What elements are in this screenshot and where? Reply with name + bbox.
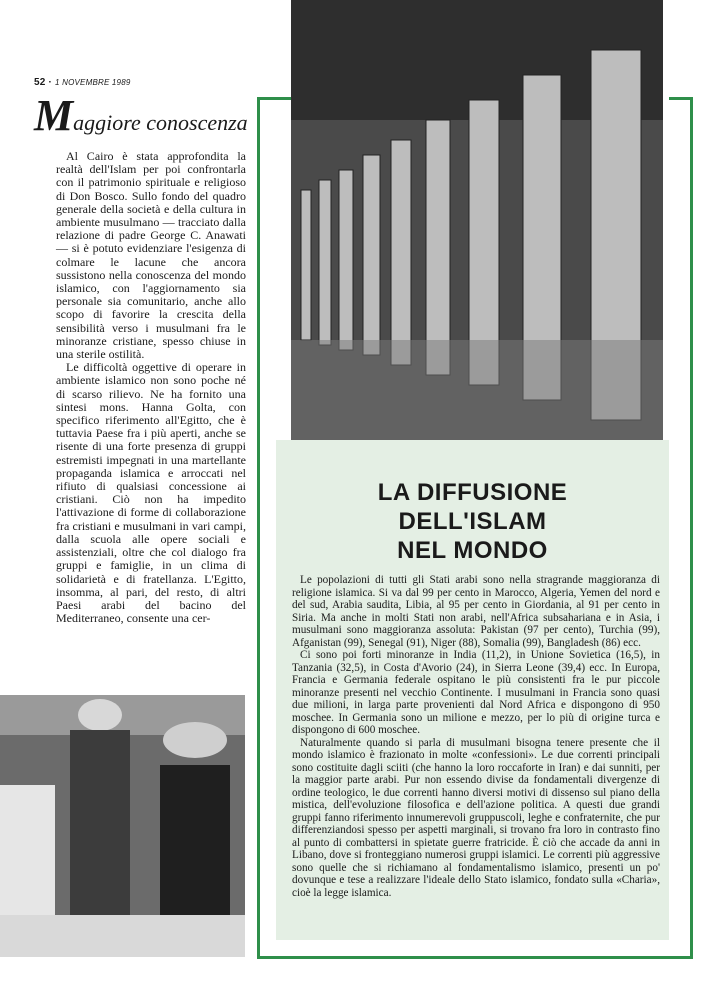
sidebar-title-line-2: DELL'ISLAM xyxy=(398,508,547,535)
photo-market-crowd xyxy=(0,695,245,957)
page-folio xyxy=(34,77,131,88)
sidebar-paragraph-3: Naturalmente quando si parla di musulmani bisogna tenere presente che il mondo islamico è frazionato in molte «confessioni». Le due correnti principali sono costituite dagli sciiti (che hanno la loro roccaforte in Iran) e dai sunniti, per la maggior parte arabi. Pur non essendo divise da fondamentali divergenze di ordine teologico, le due correnti hanno diversi motivi di dissenso sul piano della mistica, dell'evoluzione filosofica e dell'azione politica. A questi due grandi gruppi fanno riferimento innumerevoli gruppuscoli, leghe e confraternite, che pur differenziandosi spesso per aspetti marginali, si trovano fra loro in contrasto fino al punto di combattersi in spietate guerre fratricide. È ciò che accade da anni in Libano, dove si fronteggiano numerosi gruppi islamici. Le correnti più aggressive sono quelle che si richiamano al fondamentalismo islamico, presenti un po' dovunque e tese a realizzare l'ideale dello Stato islamico, fondato sulla «Charia», cioè la legge islamica. xyxy=(292,736,660,899)
left-paragraph-1: Al Cairo è stata approfondita la realtà dell'Islam per poi confrontarla con il patrimonio spirituale e religioso di Don Bosco. Sullo fondo del quadro generale della società e della cultura in ambiente musulmano — tracciato dalla relazione di padre George C. Anawati — si è potuto evidenziare l'esigenza di colmare le lacune che ancora sussistono nella conoscenza del mondo islamico, con l'aggiornamento sia personale sia comunitario, anche allo scopo di favorire la crescita della sensibilità verso i musulmani fra le minoranze cristiane, spesso chiuse in una sterile ostilità. xyxy=(56,149,246,362)
page-number: 52 · xyxy=(34,77,53,88)
article-headline xyxy=(34,91,254,140)
colonnade-illustration xyxy=(291,0,663,440)
sidebar-title-line-1: LA DIFFUSIONE xyxy=(377,479,568,506)
frame-top-left xyxy=(257,97,293,100)
headline-initial: M xyxy=(34,91,74,140)
left-column-text xyxy=(56,150,246,625)
sidebar-title-line-3: NEL MONDO xyxy=(397,537,548,564)
headline-rest: aggiore conoscenza xyxy=(73,110,248,135)
photo-colonnade xyxy=(291,0,663,440)
issue-date: 1 NOVEMBRE 1989 xyxy=(55,78,131,87)
sidebar-paragraph-2: Ci sono poi forti minoranze in India (11,2), in Unione Sovietica (16,5), in Tanzania (32,5), in Costa d'Avorio (24), in Sierra Leone (39,4) ecc. In Europa, Francia e Germania federale ospitano le più consistenti fra le pur piccole minoranze presenti nel vecchio Continente. I musulmani in Francia sono quasi due milioni, in larga parte provenienti dal Nord Africa e dispongono di 950 moschee. In Germania sono un milione e mezzo, per lo più di origine turca e dispongono di 600 moschee. xyxy=(292,649,660,736)
left-paragraph-2: Le difficoltà oggettive di operare in ambiente islamico non sono poche né di scarso rilievo. Ne ha fornito una sintesi mons. Hanna Golta, con specifico riferimento all'Egitto, che è tuttavia Paese fra i più aperti, anche se risente di una forte presenza di gruppi estremisti impegnati in una martellante propaganda islamica e arroccati nel rifiuto di qualsiasi concessione ai cristiani. Ciò non ha impedito l'attivazione di forme di collaborazione fra cristiani e musulmani in vari campi, dalla scuola alle opere sociali e assistenziali, oltre che col dialogo fra gruppi e famiglie, in un clima di solidarietà e di fratellanza. L'Egitto, insomma, al pari, del resto, di altri Paesi arabi del bacino del Mediterraneo, consente una cer- xyxy=(56,360,246,626)
sidebar-title xyxy=(276,478,669,565)
market-illustration xyxy=(0,695,245,957)
frame-top-right xyxy=(669,97,693,100)
sidebar-body-text xyxy=(292,574,660,899)
sidebar-paragraph-1: Le popolazioni di tutti gli Stati arabi sono nella stragrande maggioranza di religione islamica. Si va dal 99 per cento in Marocco, Algeria, Yemen del nord e del sud, Arabia saudita, Libia, al 95 per cento in Giordania, al 91 per cento in Siria. Ma anche in molti Stati non arabi, nell'Africa subsahariana e in Asia, i musulmani sono maggioranza assoluta: Pakistan (97 per cento), Turchia (99), Afganistan (99), Senegal (91), Niger (88), Somalia (99), Bangladesh (86) ecc. xyxy=(292,574,660,649)
